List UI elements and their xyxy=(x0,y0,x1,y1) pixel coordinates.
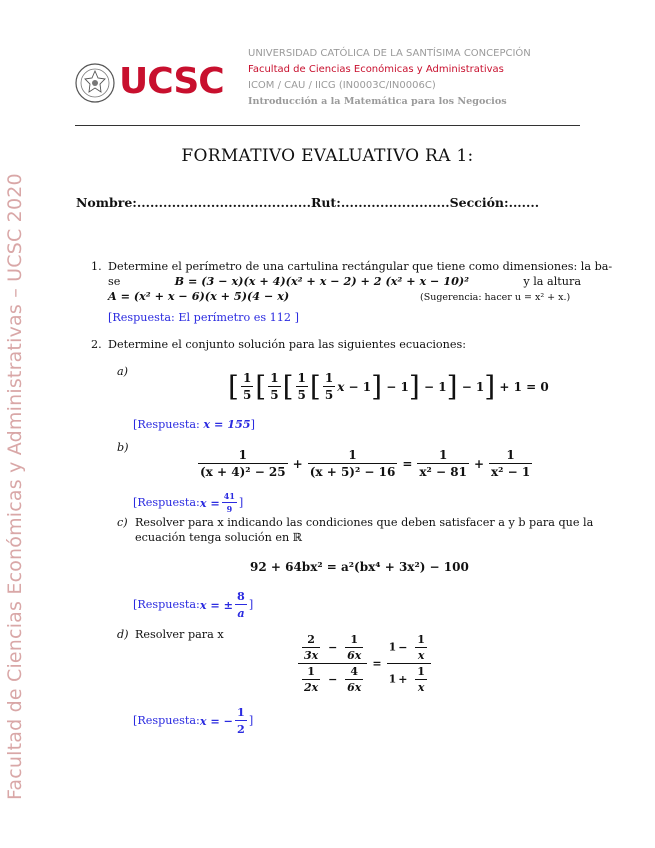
q1-height-expression: A = (x² + x − 6)(x + 5)(4 − x) xyxy=(108,289,290,303)
q1-base-expression: B = (3 − x)(x + 4)(x² + x − 2) + 2 (x² + x − 10)² xyxy=(174,274,470,288)
q2-text: Determine el conjunto solución para las siguientes ecuaciones: xyxy=(108,338,466,351)
subject-name: Introducción a la Matemática para los Negocios xyxy=(248,96,507,107)
q2d-equation: $\frac{2}{3x}$ − $\frac{1}{6x}$ $\frac{1}{2x}$ − $\frac{4}{6x}$ = 1 − $\frac{1}{x}$ 1 + $\frac{1}{x}$ xyxy=(296,633,433,694)
header-divider xyxy=(75,125,580,126)
q2c-label: c) xyxy=(117,516,128,529)
q2d-text: Resolver para x xyxy=(135,628,224,641)
q2b-label: b) xyxy=(117,441,129,454)
q2c-equation: 92 + 64bx² = a²(bx⁴ + 3x²) − 100 xyxy=(250,560,469,574)
q2a-answer: [Respuesta: x = 155] xyxy=(133,417,255,431)
q1-text-line2 xyxy=(108,274,581,289)
q2c-text-line1: Resolver para x indicando las condiciones que deben satisfacer a y b para que la xyxy=(135,516,594,529)
q1-text-pre: se xyxy=(108,275,121,288)
q2a-equation: [ $\frac{1}{5}$ [ $\frac{1}{5}$ [ $\frac{1}{5}$ [ $\frac{1}{5}$ x − 1 ] − 1 ] − 1 ] − 1 ] + 1 = 0 xyxy=(228,369,549,403)
sidebar-vertical-text: Facultad de Ciencias Económicas y Administrativas – UCSC 2020 xyxy=(4,173,26,800)
q1-number: 1. xyxy=(91,260,102,273)
institution-header xyxy=(248,46,531,110)
q2c-text-line2: ecuación tenga solución en ℝ xyxy=(135,531,303,544)
q2c-answer: [Respuesta: x = ± $\frac{8}{a}$ ] xyxy=(133,589,254,620)
q2d-answer: [Respuesta: x = − $\frac{1}{2}$ ] xyxy=(133,705,254,736)
q2a-label: a) xyxy=(117,365,129,378)
university-seal-icon xyxy=(74,62,116,104)
q1-text-post: y la altura xyxy=(523,275,581,288)
q1-hint: (Sugerencia: hacer u = x² + x.) xyxy=(420,292,571,303)
q2b-equation: $\frac{1}{\text{(x + 4)² − 25}}$ + $\frac{1}{\text{(x + 5)² − 16}}$ = $\frac{1}{\text{x² − 81}}$ + $\frac{1}{\text{x² − 1}}$ xyxy=(200,448,531,479)
faculty-name: Facultad de Ciencias Económicas y Administrativas xyxy=(248,64,504,75)
q1-answer: [Respuesta: El perímetro es 112 ] xyxy=(108,311,299,324)
q2-number: 2. xyxy=(91,338,102,351)
university-name: UNIVERSIDAD CATÓLICA DE LA SANTÍSIMA CONCEPCIÓN xyxy=(248,48,531,59)
q2d-label: d) xyxy=(117,628,129,641)
course-codes: ICOM / CAU / IICG (IN0003C/IN0006C) xyxy=(248,80,436,91)
ucsc-logo: UCSC xyxy=(119,61,224,102)
student-info-line: Nombre:........................................Rut:.........................Sección:....... xyxy=(76,195,540,210)
q2b-answer: [Respuesta: x = $\frac{41}{9}$ ] xyxy=(133,491,244,514)
page-title: FORMATIVO EVALUATIVO RA 1: xyxy=(181,146,474,166)
q1-text-line1: Determine el perímetro de una cartulina rectángular que tiene como dimensiones: la ba- xyxy=(108,260,613,273)
